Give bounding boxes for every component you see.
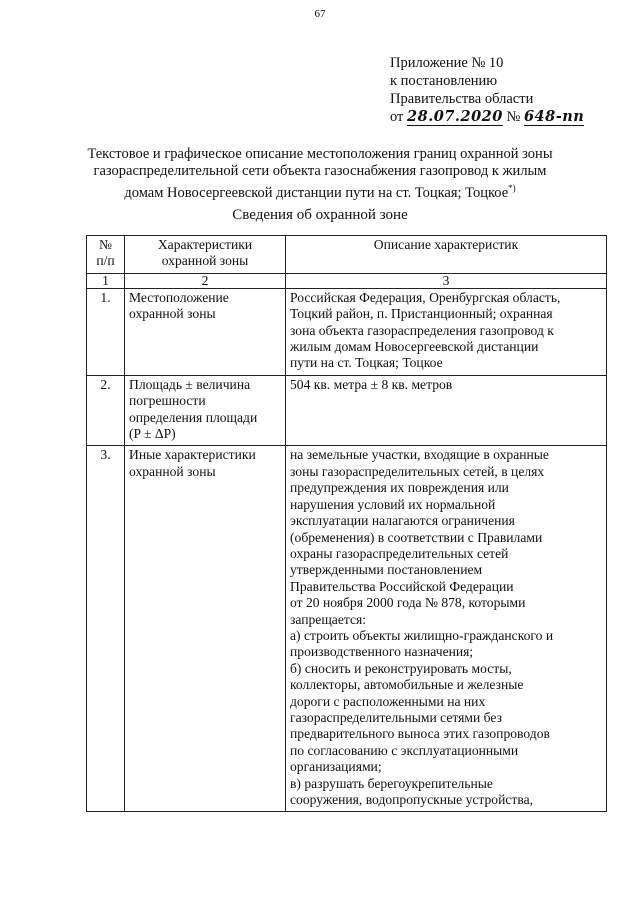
table-row bbox=[87, 375, 607, 446]
appendix-block bbox=[390, 54, 584, 126]
appendix-title: Приложение № 10 bbox=[390, 55, 504, 71]
text-line: Описание характеристик bbox=[373, 237, 519, 252]
text-line: Тоцкий район, п. Пристанционный; охранная bbox=[290, 306, 553, 322]
text-line: Местоположение bbox=[129, 289, 229, 305]
text-line: Российская Федерация, Оренбургская область, bbox=[290, 289, 561, 305]
header-characteristic bbox=[125, 236, 286, 274]
text-line: № bbox=[99, 237, 112, 252]
text-line: запрещается: bbox=[290, 611, 367, 627]
text-line: утвержденными постановлением bbox=[290, 562, 483, 578]
row-number: 3. bbox=[87, 446, 125, 812]
text-line: в) разрушать берегоукрепительные bbox=[290, 775, 493, 791]
text-line: Правительства Российской Федерации bbox=[290, 578, 514, 594]
zone-info-table bbox=[86, 235, 607, 812]
text-line: определения площади bbox=[129, 409, 258, 425]
text-line: дороги с расположенными на них bbox=[290, 693, 486, 709]
row-characteristic bbox=[125, 288, 286, 375]
text-line: зоны газораспределительных сетей, в целях bbox=[290, 463, 545, 479]
appendix-line-government: Правительства области bbox=[390, 91, 534, 107]
text-line: по согласованию с эксплуатационными bbox=[290, 742, 519, 758]
title-line: Текстовое и графическое описание местоположения границ охранной зоны bbox=[87, 146, 553, 162]
text-line: охранной зоны bbox=[129, 463, 216, 479]
text-line: 504 кв. метра ± 8 кв. метров bbox=[290, 376, 453, 392]
text-line: п/п bbox=[96, 253, 115, 269]
header-description bbox=[286, 236, 607, 274]
text-line: нарушения условий их нормальной bbox=[290, 496, 496, 512]
table-header-row bbox=[87, 236, 607, 274]
index-cell: 2 bbox=[125, 273, 286, 288]
row-characteristic bbox=[125, 375, 286, 446]
index-cell: 3 bbox=[286, 273, 607, 288]
date-prefix: от bbox=[390, 109, 404, 125]
text-line: погрешности bbox=[129, 393, 206, 409]
text-line: б) сносить и реконструировать мосты, bbox=[290, 660, 512, 676]
text-line: предварительного выноса этих газопроводов bbox=[290, 726, 550, 742]
text-line: пути на ст. Тоцкая; Тоцкое bbox=[290, 355, 443, 371]
handwritten-number: 648-пп bbox=[523, 108, 585, 125]
table-index-row bbox=[87, 273, 607, 288]
text-line: а) строить объекты жилищно-гражданского и bbox=[290, 627, 554, 643]
number-prefix: № bbox=[506, 109, 521, 125]
text-line: сооружения, водопропускные устройства, bbox=[290, 792, 534, 807]
appendix-line-resolution: к постановлению bbox=[390, 73, 498, 89]
text-line: на земельные участки, входящие в охранные bbox=[290, 447, 549, 463]
section-subtitle: Сведения об охранной зоне bbox=[232, 207, 408, 223]
text-line: организациями; bbox=[290, 759, 382, 775]
text-line: газораспределительными сетями без bbox=[290, 709, 502, 725]
text-line: коллекторы, автомобильные и железные bbox=[290, 677, 524, 693]
row-characteristic bbox=[125, 446, 286, 812]
text-line: охраны газораспределительных сетей bbox=[290, 545, 509, 561]
title-line: домам Новосергеевской дистанции пути на ст. Тоцкая; Тоцкое*) bbox=[124, 183, 516, 201]
table-row bbox=[87, 288, 607, 375]
text-line: зона объекта газораспределения газопровод к bbox=[290, 322, 554, 338]
text-line: (обременения) в соответствии с Правилами bbox=[290, 529, 543, 545]
document-title bbox=[60, 146, 580, 202]
page-number: 67 bbox=[314, 8, 326, 20]
handwritten-date: 28.07.2020 bbox=[407, 108, 503, 125]
text-line: Площадь ± величина bbox=[129, 376, 251, 392]
row-number: 2. bbox=[87, 375, 125, 446]
text-line: производственного назначения; bbox=[290, 644, 474, 660]
text-line: Иные характеристики bbox=[129, 447, 256, 463]
text-line: от 20 ноября 2000 года № 878, которыми bbox=[290, 595, 526, 611]
header-number bbox=[87, 236, 125, 274]
title-line: газораспределительной сети объекта газоснабжения газопровод к жилым bbox=[93, 163, 547, 179]
table-row bbox=[87, 446, 607, 812]
text-line: охранной зоны bbox=[129, 306, 216, 322]
text-line: предупреждения их повреждения или bbox=[290, 480, 509, 496]
text-line: жилым домам Новосергеевской дистанции bbox=[290, 339, 539, 355]
row-description bbox=[286, 446, 607, 812]
text-line: Характеристики bbox=[157, 237, 253, 252]
text-line: эксплуатации налагаются ограничения bbox=[290, 513, 515, 529]
index-cell: 1 bbox=[87, 273, 125, 288]
appendix-date-line bbox=[390, 108, 584, 126]
footnote-mark: *) bbox=[508, 183, 516, 193]
text-line: (P ± ΔP) bbox=[129, 426, 176, 442]
text-line: охранной зоны bbox=[161, 253, 249, 269]
row-number: 1. bbox=[87, 288, 125, 375]
row-description bbox=[286, 375, 607, 446]
row-description bbox=[286, 288, 607, 375]
